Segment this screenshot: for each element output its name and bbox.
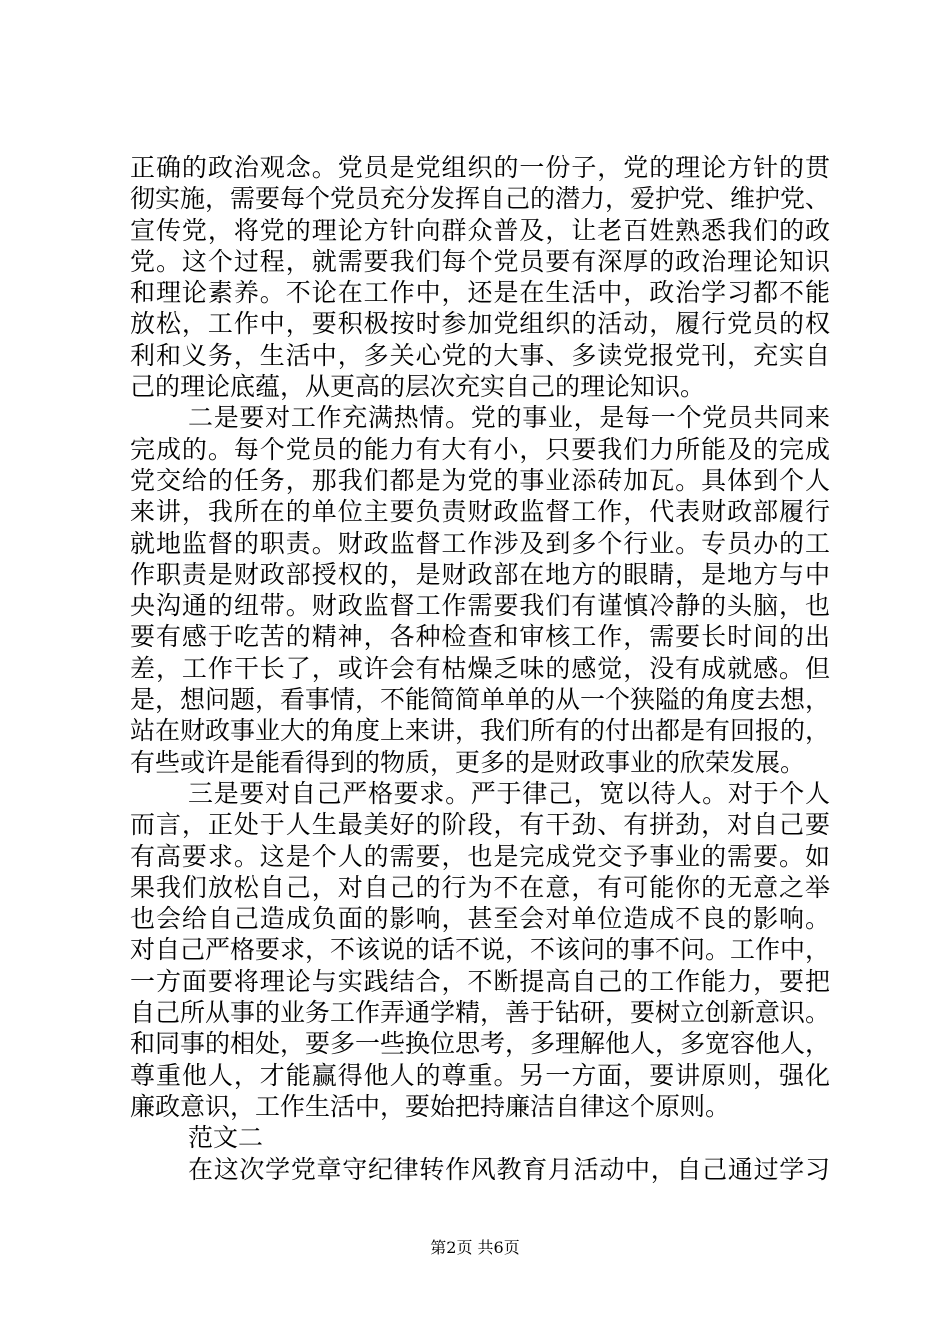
text-line: 是，想问题，看事情，不能简简单单的从一个狭隘的角度去想， xyxy=(130,685,831,715)
text-line: 要有感于吃苦的精神，各种检查和审核工作，需要长时间的出 xyxy=(130,622,830,652)
page-footer: 第2页 共6页 xyxy=(430,1238,520,1257)
text-line: 己的理论底蕴，从更高的层次充实自己的理论知识。 xyxy=(130,372,706,402)
text-line: 对自己严格要求，不该说的话不说，不该问的事不问。工作中， xyxy=(130,935,831,965)
text-line: 作职责是财政部授权的，是财政部在地方的眼睛，是地方与中 xyxy=(130,559,830,589)
text-line: 完成的。每个党员的能力有大有小，只要我们力所能及的完成 xyxy=(130,434,830,464)
body-text xyxy=(130,152,830,1185)
text-line: 二是要对工作充满热情。党的事业，是每一个党员共同来 xyxy=(188,403,830,433)
text-line: 自己所从事的业务工作弄通学精，善于钻研，要树立创新意识。 xyxy=(130,998,831,1028)
text-line: 有些或许是能看得到的物质，更多的是财政事业的欣荣发展。 xyxy=(130,747,806,777)
text-line: 差，工作干长了，或许会有枯燥乏味的感觉，没有成就感。但 xyxy=(130,653,830,683)
text-line: 就地监督的职责。财政监督工作涉及到多个行业。专员办的工 xyxy=(130,528,830,558)
text-line: 彻实施，需要每个党员充分发挥自己的潜力，爱护党、维护党、 xyxy=(130,184,831,214)
text-line: 一方面要将理论与实践结合，不断提高自己的工作能力，要把 xyxy=(130,966,830,996)
text-line: 范文二 xyxy=(188,1123,264,1153)
text-line: 有高要求。这是个人的需要，也是完成党交予事业的需要。如 xyxy=(130,841,830,871)
text-line: 央沟通的纽带。财政监督工作需要我们有谨慎冷静的头脑，也 xyxy=(130,591,830,621)
text-line: 站在财政事业大的角度上来讲，我们所有的付出都是有回报的， xyxy=(130,716,831,746)
text-line: 和理论素养。不论在工作中，还是在生活中，政治学习都不能 xyxy=(130,278,830,308)
text-line: 也会给自己造成负面的影响，甚至会对单位造成不良的影响。 xyxy=(130,904,830,934)
text-line: 放松，工作中，要积极按时参加党组织的活动，履行党员的权 xyxy=(130,309,830,339)
text-line: 和同事的相处，要多一些换位思考，多理解他人，多宽容他人， xyxy=(130,1029,831,1059)
text-line: 果我们放松自己，对自己的行为不在意，有可能你的无意之举 xyxy=(130,872,830,902)
text-line: 正确的政治观念。党员是党组织的一份子，党的理论方针的贯 xyxy=(130,153,830,182)
text-line: 利和义务，生活中，多关心党的大事、多读党报党刊，充实自 xyxy=(130,340,830,370)
text-line: 三是要对自己严格要求。严于律己，宽以待人。对于个人 xyxy=(188,778,830,808)
text-line: 宣传党，将党的理论方针向群众普及，让老百姓熟悉我们的政 xyxy=(130,215,830,245)
text-line: 尊重他人，才能赢得他人的尊重。另一方面，要讲原则，强化 xyxy=(130,1060,830,1090)
text-line: 党。这个过程，就需要我们每个党员要有深厚的政治理论知识 xyxy=(130,246,830,276)
text-line: 廉政意识，工作生活中，要始把持廉洁自律这个原则。 xyxy=(130,1091,731,1121)
text-line: 而言，正处于人生最美好的阶段，有干劲、有拼劲，对自己要 xyxy=(130,810,830,840)
text-line: 在这次学党章守纪律转作风教育月活动中，自己通过学习 xyxy=(188,1154,830,1184)
text-line: 党交给的任务，那我们都是为党的事业添砖加瓦。具体到个人 xyxy=(130,465,830,495)
text-line: 来讲，我所在的单位主要负责财政监督工作，代表财政部履行 xyxy=(130,497,830,527)
